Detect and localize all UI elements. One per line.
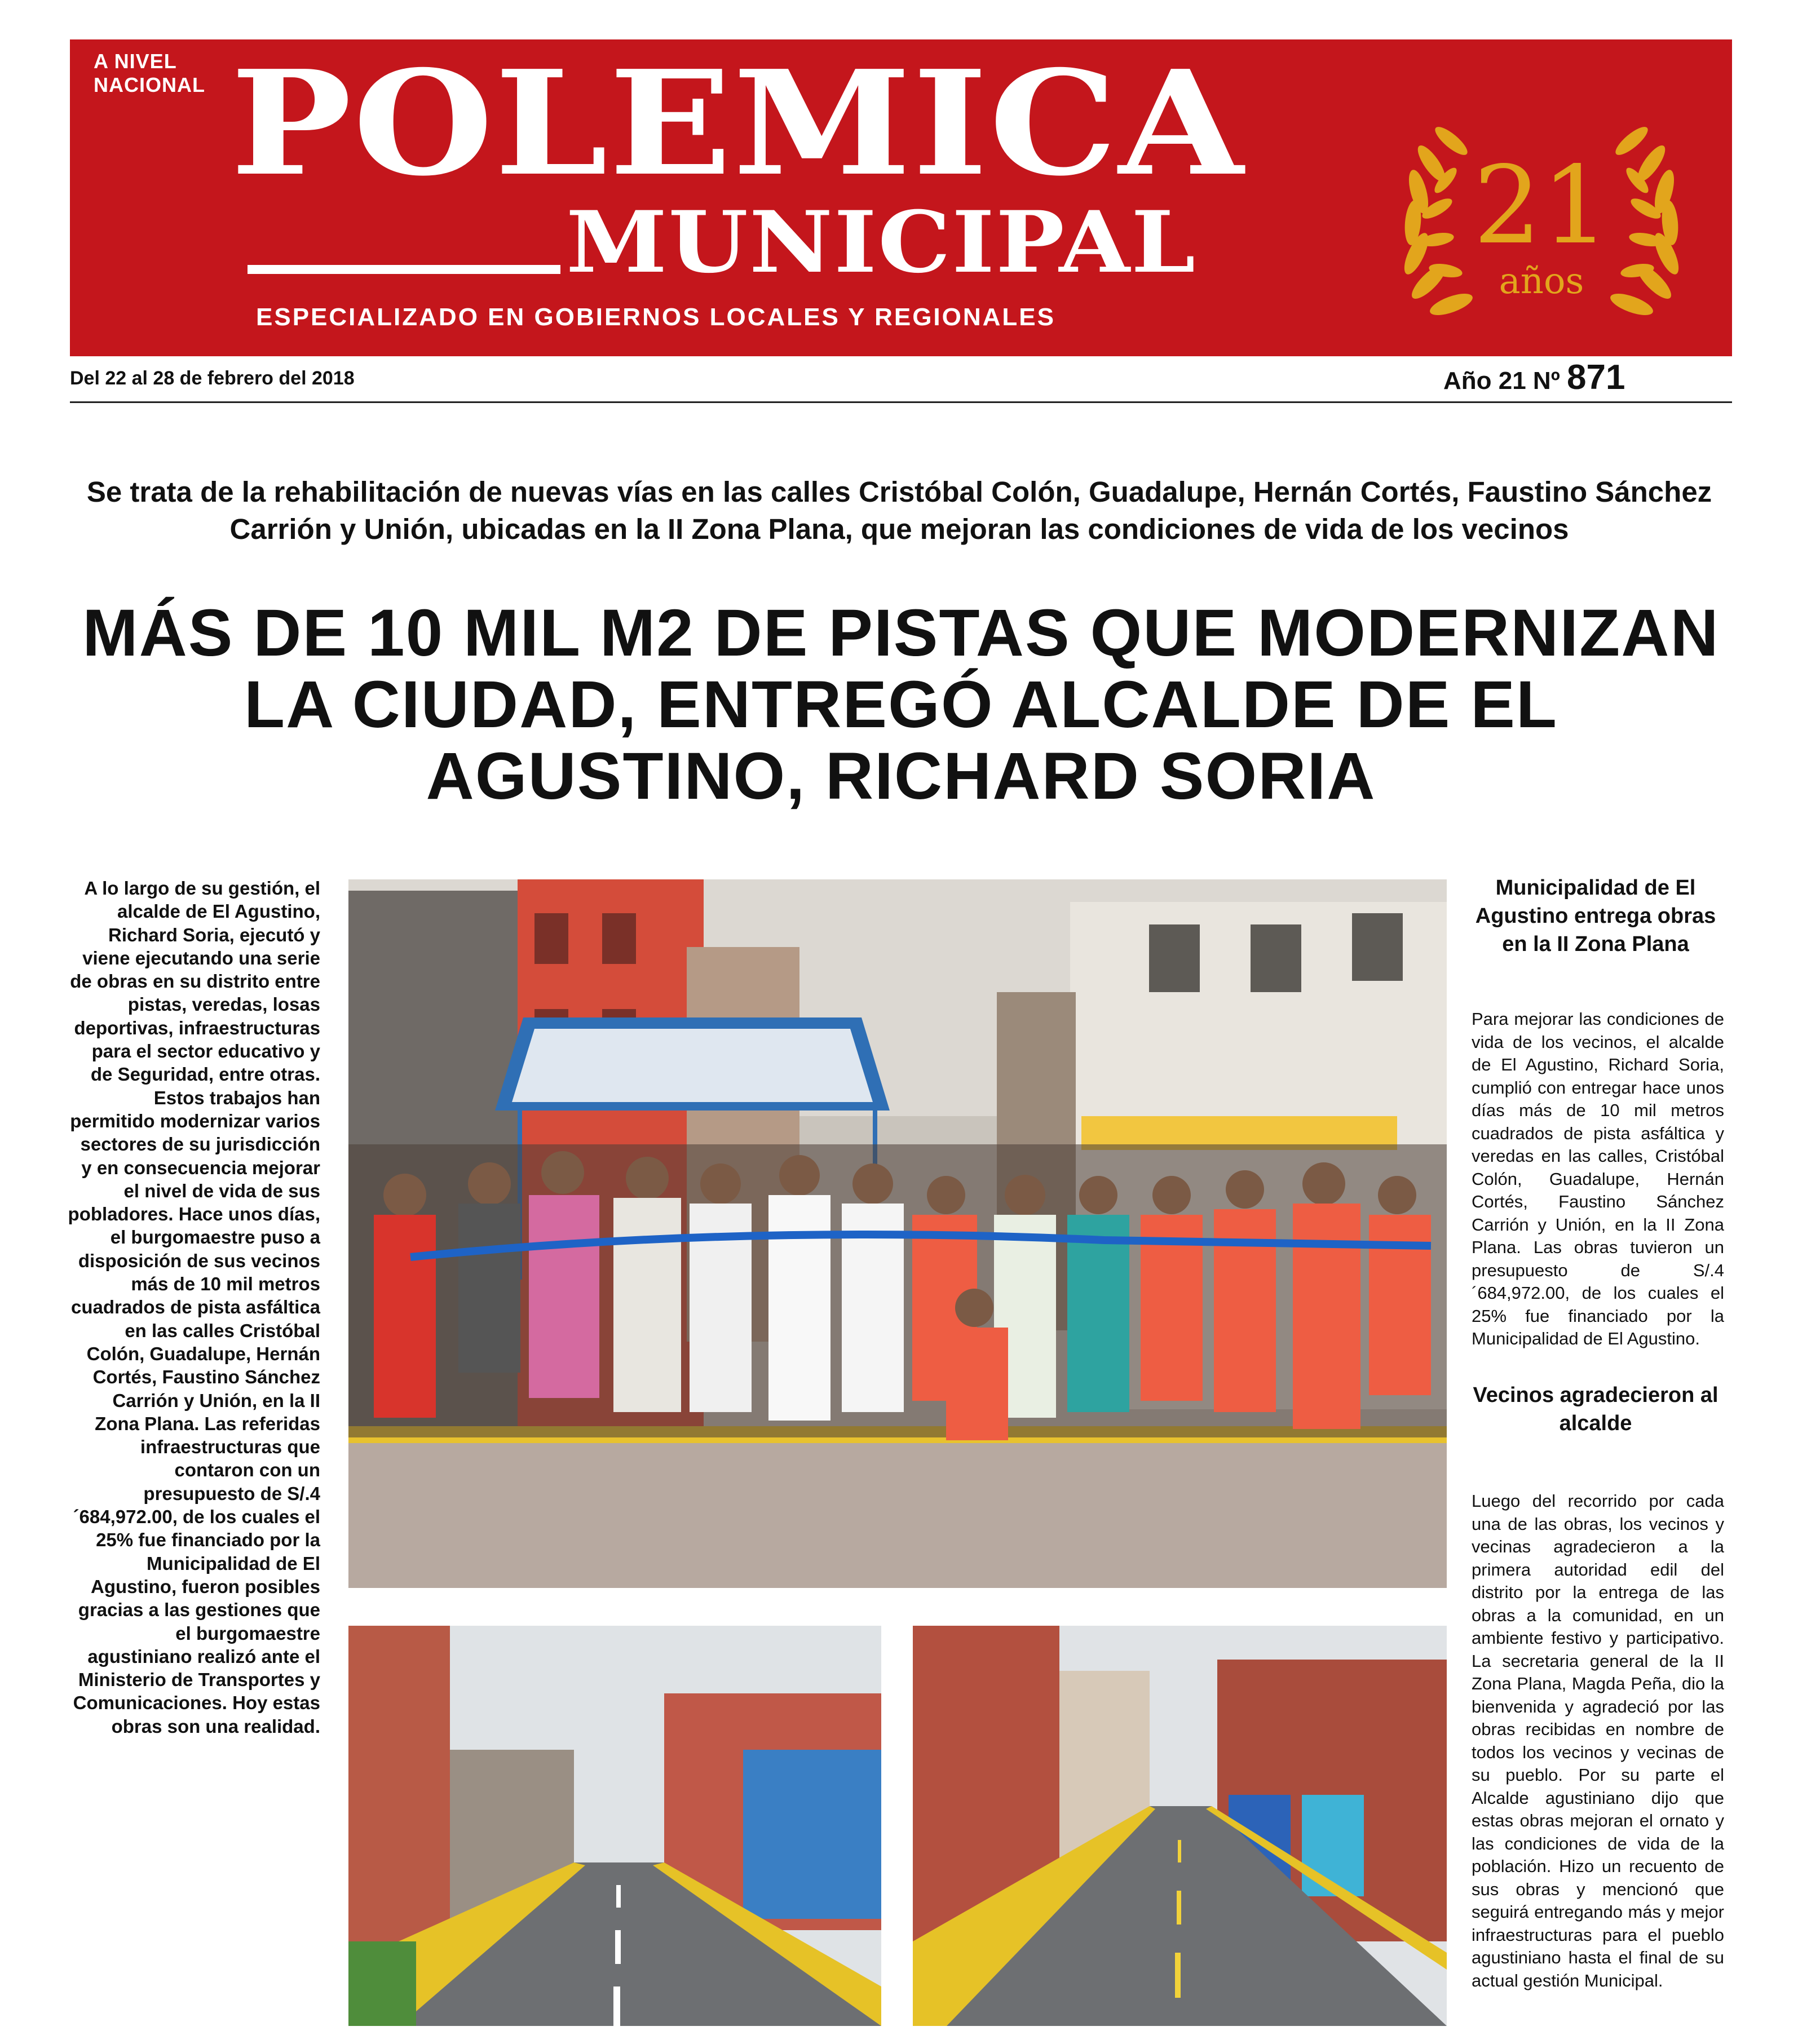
- ribbon-cutting-illustration: [348, 879, 1447, 1588]
- laurel-leaves-left: [1399, 123, 1475, 320]
- coverage-label: A NIVEL NACIONAL: [94, 50, 205, 96]
- newspaper-title-line2: MUNICIPAL: [566, 193, 1197, 292]
- street-illustration-left: [348, 1626, 881, 2026]
- anniversary-number: 21: [1473, 143, 1610, 268]
- article-headline: MÁS DE 10 MIL M2 DE PISTAS QUE MODERNIZAN LA CIUDAD, ENTREGÓ ALCALDE DE EL AGUSTINO, RICHARD SORIA: [82, 596, 1720, 813]
- section-heading-vecinos: Vecinos agradecieron al alcalde: [1473, 1383, 1719, 1435]
- issue-edition: [1443, 357, 1625, 397]
- street-photo-left: [348, 1626, 881, 2026]
- anniversary-laurel-emblem: [1367, 101, 1716, 338]
- issue-year-label: Año 21 Nº: [1443, 367, 1560, 395]
- article-lead-column: A lo largo de su gestión, el alcalde de El Agustino, Richard Soria, ejecutó y viene ejecutando una serie de obras en su distrito entre pistas, veredas, losas deportivas, infraestructuras para el sector educativo y de Seguridad, entre otras. Estos trabajos han permitido modernizar varios sectores de su jurisdicción y en consecuencia mejorar el nivel de vida de sus pobladores. Hace unos días, el burgomaestre puso a disposición de sus vecinos más de 10 mil metros cuadrados de pista asfáltica en las calles Cristóbal Colón, Guadalupe, Hernán Cortés, Faustino Sánchez Carrión y Unión, en la II Zona Plana. Las referidas infraestructuras que contaron con un presupuesto de S/.4´684,972.00, de los cuales el 25% fue financiado por la Municipalidad de El Agustino, fueron posibles gracias a las gestiones que el burgomaestre agustiniano realizó ante el Ministerio de Transportes y Comunicaciones. Hoy estas obras son una realidad.: [68, 878, 320, 1737]
- masthead-banner: [70, 39, 1732, 356]
- newspaper-title-line1: POLEMICA: [231, 39, 1245, 208]
- article-subheadline: Se trata de la rehabilitación de nuevas vías en las calles Cristóbal Colón, Guadalupe, Hernán Cortés, Faustino Sánchez Carrión y Unión, ubicadas en la II Zona Plana, que mejoran las condiciones de vida de los vecinos: [86, 476, 1712, 545]
- header-divider: [70, 401, 1732, 403]
- street-illustration-right: [913, 1626, 1447, 2026]
- section-text-entrega: Para mejorar las condiciones de vida de los vecinos, el alcalde de El Agustino, Richard Soria, cumplió con entregar hace unos días más de 10 mil metros cuadrados de pista asfáltica y veredas en las calles, Cristóbal Colón, Guadalupe, Hernán Cortés, Faustino Sánchez Carrión y Unión, en la II Zona Plana. Las obras tuvieron un presupuesto de S/.4´684,972.00, de los cuales el 25% fue financiado por la Municipalidad de El Agustino.: [1472, 1009, 1724, 1348]
- street-photo-right: [913, 1626, 1447, 2026]
- issue-date: Del 22 al 28 de febrero del 2018: [70, 368, 355, 389]
- masthead-tagline: ESPECIALIZADO EN GOBIERNOS LOCALES Y REGIONALES: [256, 303, 1055, 331]
- anniversary-word: años: [1499, 260, 1584, 302]
- laurel-leaves-right: [1608, 123, 1684, 320]
- issue-number: 871: [1567, 358, 1625, 397]
- section-text-vecinos: Luego del recorrido por cada una de las obras, los vecinos y vecinas agradecieron a la primera autoridad edil del distrito por la entrega de las obras a la comunidad, en un ambiente festivo y participativo. La secretaria general de la II Zona Plana, Magda Peña, dio la bienvenida y agradeció por las obras recibidas en nombre de todos los vecinos y vecinas de su pueblo. Por su parte el Alcalde agustiniano dijo que estas obras mejoran el ornato y las condiciones de vida de la población. Hizo un recuento de sus obras y mencionó que seguirá entregando más y mejor infraestructuras para el pueblo agustiniano hasta el final de su actual gestión Municipal.: [1472, 1491, 1724, 1990]
- section-heading-entrega: Municipalidad de El Agustino entrega obras en la II Zona Plana: [1475, 876, 1716, 956]
- ribbon-cutting-photo: [348, 879, 1447, 1588]
- title-rule: [248, 265, 560, 274]
